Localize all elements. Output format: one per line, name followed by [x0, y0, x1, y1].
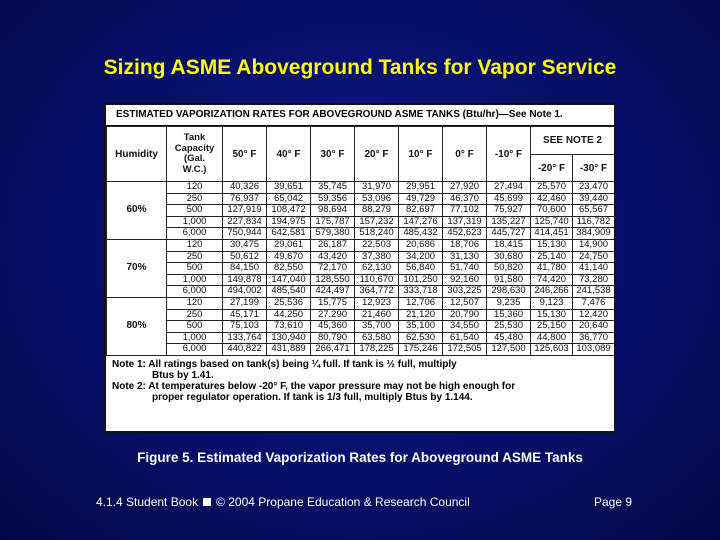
capacity-header-line: (Gal.: [183, 153, 206, 164]
capacity-cell: 6,000: [167, 286, 223, 298]
rate-cell: 27,920: [443, 182, 487, 194]
rate-cell: 130,940: [267, 332, 311, 344]
rate-cell: 135,227: [487, 216, 531, 228]
rate-cell: 133,764: [223, 332, 267, 344]
rate-cell: 76,937: [223, 193, 267, 205]
temp-column-header: 30° F: [311, 127, 355, 182]
rate-cell: 15,775: [311, 297, 355, 309]
rate-cell: 20,686: [399, 239, 443, 251]
rate-cell: 26,187: [311, 239, 355, 251]
rate-cell: 73,610: [267, 321, 311, 333]
rate-cell: 108,472: [267, 205, 311, 217]
rate-cell: 25,536: [267, 297, 311, 309]
table-row: [107, 228, 615, 240]
rate-cell: 127,919: [223, 205, 267, 217]
rate-cell: 34,200: [399, 251, 443, 263]
figure-caption: Figure 5. Estimated Vaporization Rates for Aboveground ASME Tanks: [137, 450, 583, 465]
rate-cell: 49,670: [267, 251, 311, 263]
table-row: [107, 205, 615, 217]
rate-cell: 82,697: [399, 205, 443, 217]
rate-cell: 127,500: [487, 344, 531, 356]
humidity-cell: 80%: [107, 297, 167, 355]
rate-cell: 101,250: [399, 274, 443, 286]
rate-cell: 333,718: [399, 286, 443, 298]
capacity-cell: 120: [167, 239, 223, 251]
rate-cell: 147,040: [267, 274, 311, 286]
rate-cell: 45,360: [311, 321, 355, 333]
rate-cell: 39,651: [267, 182, 311, 194]
capacity-cell: 250: [167, 251, 223, 263]
vaporization-table-panel: [104, 103, 616, 433]
rate-cell: 74,420: [531, 274, 573, 286]
rate-cell: 75,103: [223, 321, 267, 333]
rate-cell: 77,102: [443, 205, 487, 217]
capacity-cell: 6,000: [167, 228, 223, 240]
rate-cell: 44,250: [267, 309, 311, 321]
rate-cell: 364,772: [355, 286, 399, 298]
rate-cell: 49,729: [399, 193, 443, 205]
capacity-cell: 250: [167, 193, 223, 205]
capacity-cell: 500: [167, 205, 223, 217]
rate-cell: 51,740: [443, 263, 487, 275]
rate-cell: 29,061: [267, 239, 311, 251]
rate-cell: 29,951: [399, 182, 443, 194]
rate-cell: 149,878: [223, 274, 267, 286]
rate-cell: 241,538: [573, 286, 615, 298]
rate-cell: 31,130: [443, 251, 487, 263]
rate-cell: 15,360: [487, 309, 531, 321]
rate-cell: 73,280: [573, 274, 615, 286]
low-temp-column-header: -20° F: [531, 155, 573, 182]
rate-cell: 25,530: [487, 321, 531, 333]
rate-cell: 88,279: [355, 205, 399, 217]
capacity-header-line: Capacity: [174, 142, 215, 154]
rate-cell: 15,130: [531, 239, 573, 251]
rate-cell: 98,694: [311, 205, 355, 217]
rate-cell: 23,470: [573, 182, 615, 194]
rate-cell: 20,790: [443, 309, 487, 321]
table-row: [107, 297, 615, 309]
rate-cell: 92,160: [443, 274, 487, 286]
rate-cell: 125,740: [531, 216, 573, 228]
rate-cell: 125,603: [531, 344, 573, 356]
note-line: Btus by 1.41.: [152, 369, 214, 381]
table-row: [107, 216, 615, 228]
rate-cell: 12,923: [355, 297, 399, 309]
low-temp-column-header: -30° F: [573, 155, 615, 182]
rate-cell: 35,745: [311, 182, 355, 194]
rate-cell: 103,089: [573, 344, 615, 356]
rate-cell: 12,507: [443, 297, 487, 309]
rate-cell: 34,550: [443, 321, 487, 333]
rate-cell: 30,475: [223, 239, 267, 251]
rate-cell: 56,840: [399, 263, 443, 275]
temp-column-header: 20° F: [355, 127, 399, 182]
rate-cell: 35,100: [399, 321, 443, 333]
rate-cell: 485,540: [267, 286, 311, 298]
rate-cell: 65,042: [267, 193, 311, 205]
rate-cell: 65,567: [573, 205, 615, 217]
capacity-cell: 6,000: [167, 344, 223, 356]
rate-cell: 25,150: [531, 321, 573, 333]
rate-cell: 116,782: [573, 216, 615, 228]
footer-course: 4.1.4 Student Book: [96, 495, 199, 509]
square-bullet-icon: [203, 498, 211, 506]
footer-left: [96, 495, 470, 509]
rate-cell: 91,580: [487, 274, 531, 286]
rate-cell: 246,266: [531, 286, 573, 298]
humidity-cell: 70%: [107, 239, 167, 297]
rate-cell: 39,440: [573, 193, 615, 205]
rate-cell: 27,290: [311, 309, 355, 321]
rate-cell: 431,889: [267, 344, 311, 356]
table-row: [107, 332, 615, 344]
capacity-cell: 500: [167, 321, 223, 333]
rate-cell: 7,476: [573, 297, 615, 309]
table-notes: [106, 356, 614, 403]
rate-cell: 53,096: [355, 193, 399, 205]
rate-cell: 445,727: [487, 228, 531, 240]
rate-cell: 45,699: [487, 193, 531, 205]
rate-cell: 63,580: [355, 332, 399, 344]
page-number: Page 9: [594, 495, 633, 509]
temp-column-header: 40° F: [267, 127, 311, 182]
rate-cell: 80,790: [311, 332, 355, 344]
rate-cell: 494,002: [223, 286, 267, 298]
rate-cell: 15,130: [531, 309, 573, 321]
rate-cell: 9,235: [487, 297, 531, 309]
capacity-cell: 120: [167, 297, 223, 309]
rate-cell: 266,471: [311, 344, 355, 356]
rate-cell: 194,975: [267, 216, 311, 228]
slide-title: Sizing ASME Aboveground Tanks for Vapor Service: [103, 56, 617, 79]
rate-cell: 440,822: [223, 344, 267, 356]
rate-cell: 41,780: [531, 263, 573, 275]
rate-cell: 172,505: [443, 344, 487, 356]
footer-copyright: © 2004 Propane Education & Research Council: [216, 495, 470, 509]
table-header: ESTIMATED VAPORIZATION RATES FOR ABOVEGROUND ASME TANKS (Btu/hr)—See Note 1.: [106, 105, 614, 126]
table-row: [107, 193, 615, 205]
rate-cell: 21,120: [399, 309, 443, 321]
rate-cell: 46,370: [443, 193, 487, 205]
rate-cell: 62,130: [355, 263, 399, 275]
rate-cell: 61,540: [443, 332, 487, 344]
rate-cell: 72,170: [311, 263, 355, 275]
rate-cell: 70,600: [531, 205, 573, 217]
rate-cell: 21,460: [355, 309, 399, 321]
rate-cell: 147,276: [399, 216, 443, 228]
rate-cell: 27,494: [487, 182, 531, 194]
rate-cell: 42,460: [531, 193, 573, 205]
temp-column-header: 50° F: [223, 127, 267, 182]
rate-cell: 750,944: [223, 228, 267, 240]
rate-cell: 31,970: [355, 182, 399, 194]
rate-cell: 25,140: [531, 251, 573, 263]
table-row: [107, 251, 615, 263]
capacity-cell: 1,000: [167, 274, 223, 286]
rate-cell: 75,927: [487, 205, 531, 217]
table-row: [107, 309, 615, 321]
rate-cell: 384,909: [573, 228, 615, 240]
rate-cell: 24,750: [573, 251, 615, 263]
rate-cell: 414,451: [531, 228, 573, 240]
rate-cell: 157,232: [355, 216, 399, 228]
table-row: [107, 344, 615, 356]
rate-cell: 518,240: [355, 228, 399, 240]
table-row: [107, 286, 615, 298]
humidity-column-header: Humidity: [107, 127, 167, 182]
table-row: [107, 182, 615, 194]
note-line: Note 1: All ratings based on tank(s) being ¼ full. If tank is ½ full, multiply: [112, 358, 457, 370]
rate-cell: 20,640: [573, 321, 615, 333]
capacity-header-line: W.C.): [182, 163, 207, 175]
table-row: [107, 274, 615, 286]
rate-cell: 45,480: [487, 332, 531, 344]
rate-cell: 175,787: [311, 216, 355, 228]
rate-cell: 44,800: [531, 332, 573, 344]
capacity-cell: 120: [167, 182, 223, 194]
humidity-cell: 60%: [107, 182, 167, 240]
table-row: [107, 263, 615, 275]
rate-cell: 9,123: [531, 297, 573, 309]
rate-cell: 175,246: [399, 344, 443, 356]
rate-cell: 25,570: [531, 182, 573, 194]
rate-cell: 12,706: [399, 297, 443, 309]
rate-cell: 303,225: [443, 286, 487, 298]
capacity-column-header: [167, 127, 223, 182]
rate-cell: 27,199: [223, 297, 267, 309]
rate-cell: 84,150: [223, 263, 267, 275]
temp-column-header: -10° F: [487, 127, 531, 182]
rate-cell: 62,530: [399, 332, 443, 344]
see-note-2-header: SEE NOTE 2: [531, 127, 615, 155]
rate-cell: 50,820: [487, 263, 531, 275]
temp-column-header: 0° F: [443, 127, 487, 182]
rate-cell: 14,900: [573, 239, 615, 251]
rate-cell: 424,497: [311, 286, 355, 298]
rate-cell: 43,420: [311, 251, 355, 263]
rate-cell: 485,432: [399, 228, 443, 240]
rate-cell: 298,630: [487, 286, 531, 298]
rate-cell: 579,380: [311, 228, 355, 240]
table-row: [107, 239, 615, 251]
rate-cell: 30,680: [487, 251, 531, 263]
rate-cell: 227,834: [223, 216, 267, 228]
rate-cell: 82,550: [267, 263, 311, 275]
rate-cell: 18,415: [487, 239, 531, 251]
note-line: Note 2: At temperatures below -20° F, the vapor pressure may not be high enough for: [112, 380, 516, 392]
capacity-cell: 500: [167, 263, 223, 275]
rate-cell: 452,623: [443, 228, 487, 240]
rate-cell: 128,550: [311, 274, 355, 286]
rate-cell: 178,225: [355, 344, 399, 356]
rate-cell: 137,319: [443, 216, 487, 228]
temp-column-header: 10° F: [399, 127, 443, 182]
rate-cell: 37,380: [355, 251, 399, 263]
capacity-cell: 1,000: [167, 332, 223, 344]
rate-cell: 36,770: [573, 332, 615, 344]
rate-cell: 35,700: [355, 321, 399, 333]
rate-cell: 642,581: [267, 228, 311, 240]
rate-cell: 59,356: [311, 193, 355, 205]
capacity-header-line: Tank: [183, 132, 206, 143]
rate-cell: 110,670: [355, 274, 399, 286]
rate-cell: 50,612: [223, 251, 267, 263]
rate-cell: 12,420: [573, 309, 615, 321]
rate-cell: 22,503: [355, 239, 399, 251]
vaporization-rates-table: [106, 126, 615, 356]
rate-cell: 45,171: [223, 309, 267, 321]
capacity-cell: 250: [167, 309, 223, 321]
note-line: proper regulator operation. If tank is 1/3 full, multiply Btus by 1.144.: [152, 391, 473, 403]
capacity-cell: 1,000: [167, 216, 223, 228]
rate-cell: 40,326: [223, 182, 267, 194]
rate-cell: 18,706: [443, 239, 487, 251]
table-row: [107, 321, 615, 333]
rate-cell: 41,140: [573, 263, 615, 275]
